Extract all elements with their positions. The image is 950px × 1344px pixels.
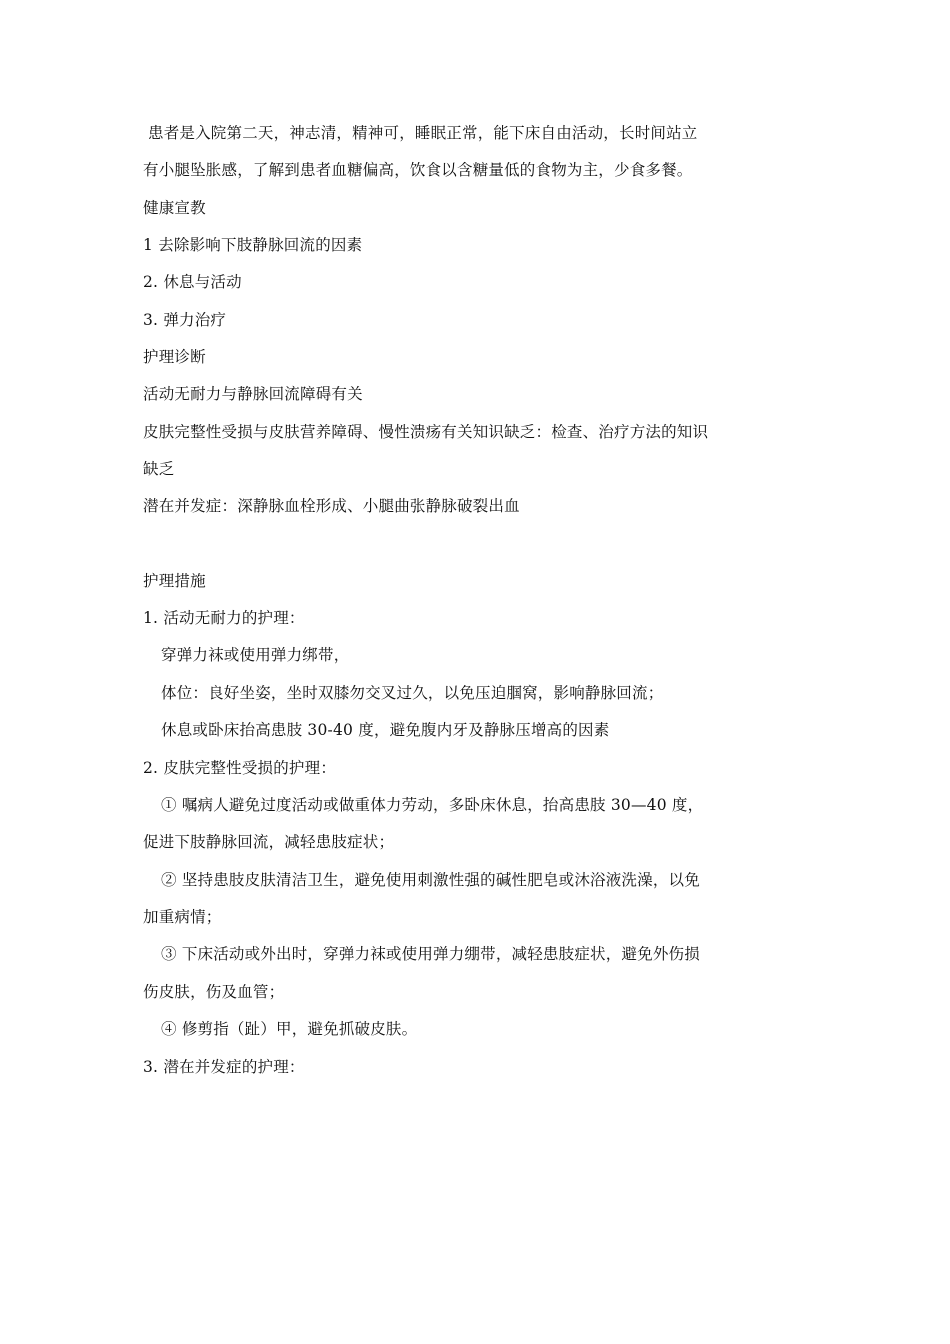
measure-section-2-item-4: ④ 修剪指（趾）甲，避免抓破皮肤。	[161, 1020, 418, 1038]
nursing-diagnosis-item-1: 活动无耐力与静脉回流障碍有关	[143, 385, 363, 403]
health-education-heading: 健康宣教	[143, 199, 206, 217]
measure-section-1-title: 1. 活动无耐力的护理：	[143, 609, 305, 627]
nursing-diagnosis-item-2-line-1: 皮肤完整性受损与皮肤营养障碍、慢性溃疡有关知识缺乏：检查、治疗方法的知识	[143, 423, 709, 441]
measure-section-3-title: 3. 潜在并发症的护理：	[143, 1058, 305, 1076]
health-education-item-1: 1 去除影响下肢静脉回流的因素	[143, 236, 363, 254]
intro-line-1: 患者是入院第二天，神志清，精神可，睡眠正常，能下床自由活动，长时间站立	[148, 124, 698, 142]
measure-section-2-title: 2. 皮肤完整性受损的护理：	[143, 759, 337, 777]
measure-section-1-line-3: 休息或卧床抬高患肢 30-40 度，避免腹内牙及静脉压增高的因素	[161, 721, 610, 739]
health-education-item-2: 2. 休息与活动	[143, 273, 242, 291]
measure-section-2-item-3-line-1: ③ 下床活动或外出时，穿弹力袜或使用弹力绷带，减轻患肢症状，避免外伤损	[161, 945, 700, 963]
measure-section-1-line-1: 穿弹力袜或使用弹力绑带，	[161, 646, 350, 664]
measure-section-1-line-2: 体位：良好坐姿，坐时双膝勿交叉过久，以免压迫腘窝，影响静脉回流；	[161, 684, 664, 702]
health-education-item-3: 3. 弹力治疗	[143, 311, 227, 329]
measure-section-2-item-1-line-2: 促进下肢静脉回流，减轻患肢症状；	[143, 833, 395, 851]
measure-section-2-item-3-line-2: 伤皮肤，伤及血管；	[143, 983, 285, 1001]
measure-section-2-item-2-line-1: ② 坚持患肢皮肤清洁卫生，避免使用刺激性强的碱性肥皂或沐浴液洗澡，以免	[161, 871, 700, 889]
nursing-diagnosis-heading: 护理诊断	[143, 348, 206, 366]
nursing-diagnosis-item-3: 潜在并发症：深静脉血栓形成、小腿曲张静脉破裂出血	[143, 497, 520, 515]
nursing-measures-heading: 护理措施	[143, 572, 206, 590]
intro-line-2: 有小腿坠胀感，了解到患者血糖偏高，饮食以含糖量低的食物为主，少食多餐。	[143, 161, 693, 179]
nursing-diagnosis-item-2-line-2: 缺乏	[143, 460, 175, 478]
measure-section-2-item-2-line-2: 加重病情；	[143, 908, 222, 926]
measure-section-2-item-1-line-1: ① 嘱病人避免过度活动或做重体力劳动，多卧床休息，抬高患肢 30—40 度，	[161, 796, 704, 814]
